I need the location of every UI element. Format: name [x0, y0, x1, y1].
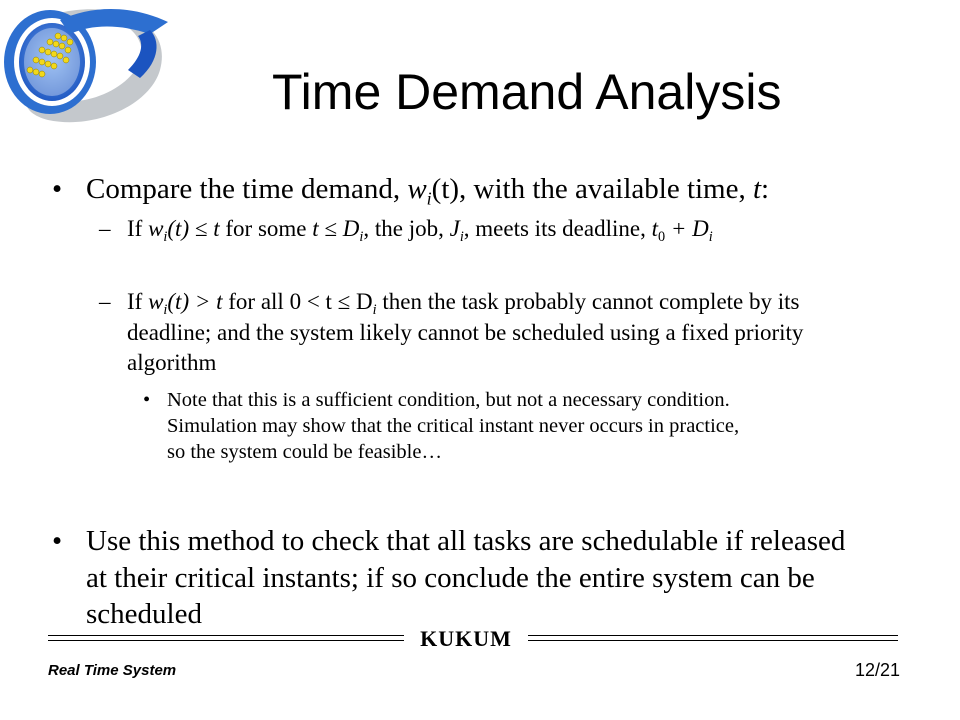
- page-number: 12/21: [854, 660, 900, 680]
- subbullet-meets-deadline: If $w_i(t) \le t$ for some $t \le D_i$, the job, $J_i$, meets its deadline, $t_0 + D_i$: [127, 216, 713, 245]
- slide-title: Time Demand Analysis: [272, 64, 782, 120]
- note-line1: Note that this is a sufficient condition, but not a necessary condition.: [167, 389, 730, 411]
- university-logo: [0, 0, 180, 140]
- subbullet-cannot-complete-line1: If $w_i(t) > t$ for all $0 < t \le D_i$ then the task probably cannot complete by its: [127, 289, 800, 318]
- bullet-marker: •: [52, 525, 63, 557]
- subbullet-cannot-complete-line3: algorithm: [127, 350, 217, 375]
- bullet-method-line3: scheduled: [86, 598, 202, 630]
- footer-brand: KUKUM: [404, 624, 528, 646]
- dash-marker: –: [99, 289, 111, 314]
- bullet-method-line1: Use this method to check that all tasks are schedulable if released: [86, 525, 846, 557]
- note-line2: Simulation may show that the critical instant never occurs in practice,: [167, 415, 740, 437]
- dash-marker: –: [99, 216, 111, 241]
- bullet-compare: Compare the time demand, $w_i(t)$, with the available time, t:: [86, 173, 770, 209]
- bullet-method-line2: at their critical instants; if so conclude the entire system can be: [86, 562, 815, 594]
- note-line3: so the system could be feasible…: [167, 441, 442, 463]
- bullet-marker: •: [52, 173, 63, 205]
- subbullet-cannot-complete-line2: deadline; and the system likely cannot be scheduled using a fixed priority: [127, 320, 804, 345]
- footer-course-name: Real Time System: [48, 662, 177, 679]
- bullet-marker: •: [143, 389, 151, 411]
